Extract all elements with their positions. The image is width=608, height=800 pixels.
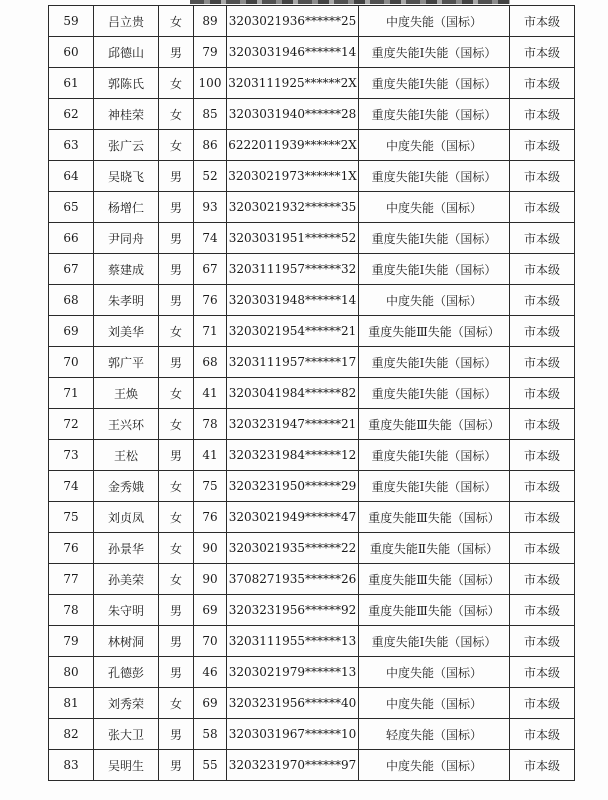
cell-number: 74 <box>49 471 94 502</box>
cell-disability-level: 中度失能（国标） <box>359 285 510 316</box>
cell-area: 市本级 <box>510 6 575 37</box>
cell-disability-level: 重度失能Ⅰ失能（国标） <box>359 161 510 192</box>
cell-area: 市本级 <box>510 719 575 750</box>
cell-disability-level: 重度失能Ⅲ失能（国标） <box>359 502 510 533</box>
cell-disability-level: 重度失能Ⅰ失能（国标） <box>359 99 510 130</box>
cell-disability-level: 重度失能Ⅰ失能（国标） <box>359 440 510 471</box>
cell-number: 61 <box>49 68 94 99</box>
cell-id-number: 3203111957******17 <box>227 347 359 378</box>
cell-number: 79 <box>49 626 94 657</box>
cell-number: 78 <box>49 595 94 626</box>
cell-disability-level: 中度失能（国标） <box>359 6 510 37</box>
cell-id-number: 3203231984******12 <box>227 440 359 471</box>
cell-disability-level: 重度失能Ⅰ失能（国标） <box>359 37 510 68</box>
table-row <box>49 161 575 192</box>
cell-sex: 男 <box>159 285 194 316</box>
cell-name: 孙景华 <box>94 533 159 564</box>
cell-name: 刘贞凤 <box>94 502 159 533</box>
table-row <box>49 285 575 316</box>
table-row <box>49 223 575 254</box>
cell-disability-level: 中度失能（国标） <box>359 192 510 223</box>
cell-sex: 女 <box>159 316 194 347</box>
cell-name: 刘秀荣 <box>94 688 159 719</box>
cell-sex: 女 <box>159 409 194 440</box>
cell-sex: 男 <box>159 37 194 68</box>
cell-age: 46 <box>194 657 227 688</box>
cell-sex: 男 <box>159 719 194 750</box>
table-row <box>49 37 575 68</box>
cell-age: 74 <box>194 223 227 254</box>
table-row <box>49 378 575 409</box>
cell-age: 41 <box>194 378 227 409</box>
cell-id-number: 3708271935******26 <box>227 564 359 595</box>
cell-sex: 男 <box>159 657 194 688</box>
cell-age: 90 <box>194 564 227 595</box>
cell-age: 75 <box>194 471 227 502</box>
cell-age: 70 <box>194 626 227 657</box>
cell-number: 82 <box>49 719 94 750</box>
cell-age: 69 <box>194 595 227 626</box>
cell-id-number: 3203231956******92 <box>227 595 359 626</box>
table-row <box>49 595 575 626</box>
cell-id-number: 3203031951******52 <box>227 223 359 254</box>
cell-age: 85 <box>194 99 227 130</box>
cell-id-number: 3203031967******10 <box>227 719 359 750</box>
cut-off-header-strip <box>190 0 510 4</box>
cell-name: 杨增仁 <box>94 192 159 223</box>
records-table <box>48 5 575 781</box>
cell-area: 市本级 <box>510 192 575 223</box>
cell-id-number: 3203021936******25 <box>227 6 359 37</box>
cell-sex: 男 <box>159 595 194 626</box>
cell-number: 69 <box>49 316 94 347</box>
cell-sex: 男 <box>159 347 194 378</box>
table-row <box>49 657 575 688</box>
table-row <box>49 626 575 657</box>
cell-number: 83 <box>49 750 94 781</box>
cell-disability-level: 重度失能Ⅱ失能（国标） <box>359 533 510 564</box>
cell-disability-level: 轻度失能（国标） <box>359 719 510 750</box>
cell-sex: 男 <box>159 440 194 471</box>
table-row <box>49 6 575 37</box>
cell-age: 78 <box>194 409 227 440</box>
cell-sex: 女 <box>159 688 194 719</box>
cell-sex: 男 <box>159 750 194 781</box>
cell-id-number: 3203031940******28 <box>227 99 359 130</box>
cell-sex: 女 <box>159 564 194 595</box>
cell-area: 市本级 <box>510 316 575 347</box>
table-row <box>49 502 575 533</box>
table-row <box>49 130 575 161</box>
cell-number: 65 <box>49 192 94 223</box>
cell-area: 市本级 <box>510 688 575 719</box>
table-row <box>49 688 575 719</box>
cell-id-number: 3203031948******14 <box>227 285 359 316</box>
cell-id-number: 3203111925******2X <box>227 68 359 99</box>
cell-number: 67 <box>49 254 94 285</box>
cell-sex: 女 <box>159 68 194 99</box>
cell-disability-level: 重度失能Ⅰ失能（国标） <box>359 223 510 254</box>
cell-disability-level: 重度失能Ⅲ失能（国标） <box>359 564 510 595</box>
table-row <box>49 409 575 440</box>
cell-number: 73 <box>49 440 94 471</box>
table-row <box>49 316 575 347</box>
cell-name: 林树洞 <box>94 626 159 657</box>
cell-number: 63 <box>49 130 94 161</box>
cell-area: 市本级 <box>510 37 575 68</box>
cell-area: 市本级 <box>510 254 575 285</box>
records-table-body <box>49 6 575 781</box>
cell-name: 金秀娥 <box>94 471 159 502</box>
cell-area: 市本级 <box>510 502 575 533</box>
cell-id-number: 6222011939******2X <box>227 130 359 161</box>
cell-area: 市本级 <box>510 440 575 471</box>
cell-number: 66 <box>49 223 94 254</box>
cell-disability-level: 重度失能Ⅰ失能（国标） <box>359 626 510 657</box>
cell-age: 58 <box>194 719 227 750</box>
table-row <box>49 533 575 564</box>
cell-name: 邱德山 <box>94 37 159 68</box>
cell-number: 60 <box>49 37 94 68</box>
cell-id-number: 3203231956******40 <box>227 688 359 719</box>
cell-age: 100 <box>194 68 227 99</box>
cell-name: 吴晓飞 <box>94 161 159 192</box>
cell-id-number: 3203021954******21 <box>227 316 359 347</box>
cell-disability-level: 重度失能Ⅲ失能（国标） <box>359 409 510 440</box>
cell-number: 76 <box>49 533 94 564</box>
cell-area: 市本级 <box>510 657 575 688</box>
cell-name: 郭陈氏 <box>94 68 159 99</box>
cell-area: 市本级 <box>510 626 575 657</box>
cell-id-number: 3203021935******22 <box>227 533 359 564</box>
cell-age: 71 <box>194 316 227 347</box>
cell-number: 80 <box>49 657 94 688</box>
cell-name: 郭广平 <box>94 347 159 378</box>
cell-disability-level: 重度失能Ⅰ失能（国标） <box>359 254 510 285</box>
table-row <box>49 68 575 99</box>
cell-id-number: 3203021932******35 <box>227 192 359 223</box>
cell-name: 王焕 <box>94 378 159 409</box>
cell-sex: 女 <box>159 378 194 409</box>
cell-name: 吕立贵 <box>94 6 159 37</box>
cell-sex: 女 <box>159 471 194 502</box>
cell-age: 89 <box>194 6 227 37</box>
cell-name: 张广云 <box>94 130 159 161</box>
cell-age: 76 <box>194 285 227 316</box>
cell-id-number: 3203021973******1X <box>227 161 359 192</box>
cell-sex: 男 <box>159 192 194 223</box>
cell-number: 62 <box>49 99 94 130</box>
cell-name: 孔德彭 <box>94 657 159 688</box>
cell-number: 59 <box>49 6 94 37</box>
cell-name: 张大卫 <box>94 719 159 750</box>
table-row <box>49 440 575 471</box>
cell-area: 市本级 <box>510 378 575 409</box>
cell-sex: 女 <box>159 533 194 564</box>
cell-disability-level: 重度失能Ⅰ失能（国标） <box>359 68 510 99</box>
cell-number: 81 <box>49 688 94 719</box>
cell-number: 70 <box>49 347 94 378</box>
cell-area: 市本级 <box>510 347 575 378</box>
cell-number: 77 <box>49 564 94 595</box>
cell-sex: 女 <box>159 99 194 130</box>
cell-age: 52 <box>194 161 227 192</box>
cell-disability-level: 中度失能（国标） <box>359 130 510 161</box>
cell-id-number: 3203231950******29 <box>227 471 359 502</box>
cell-area: 市本级 <box>510 533 575 564</box>
cell-age: 41 <box>194 440 227 471</box>
table-row <box>49 99 575 130</box>
cell-number: 72 <box>49 409 94 440</box>
cell-disability-level: 重度失能Ⅰ失能（国标） <box>359 347 510 378</box>
cell-name: 孙美荣 <box>94 564 159 595</box>
cell-area: 市本级 <box>510 130 575 161</box>
cell-disability-level: 重度失能Ⅰ失能（国标） <box>359 378 510 409</box>
cell-age: 86 <box>194 130 227 161</box>
cell-sex: 女 <box>159 6 194 37</box>
cell-name: 朱守明 <box>94 595 159 626</box>
cell-id-number: 3203041984******82 <box>227 378 359 409</box>
cell-area: 市本级 <box>510 409 575 440</box>
cell-area: 市本级 <box>510 750 575 781</box>
cell-sex: 女 <box>159 502 194 533</box>
cell-name: 王松 <box>94 440 159 471</box>
cell-age: 67 <box>194 254 227 285</box>
cell-age: 79 <box>194 37 227 68</box>
cell-area: 市本级 <box>510 161 575 192</box>
cell-disability-level: 重度失能Ⅲ失能（国标） <box>359 316 510 347</box>
cell-number: 68 <box>49 285 94 316</box>
cell-sex: 男 <box>159 626 194 657</box>
cell-name: 吴明生 <box>94 750 159 781</box>
cell-sex: 女 <box>159 130 194 161</box>
cell-area: 市本级 <box>510 285 575 316</box>
cell-age: 68 <box>194 347 227 378</box>
cell-area: 市本级 <box>510 564 575 595</box>
cell-number: 64 <box>49 161 94 192</box>
cell-disability-level: 重度失能Ⅲ失能（国标） <box>359 595 510 626</box>
cell-area: 市本级 <box>510 595 575 626</box>
cell-area: 市本级 <box>510 223 575 254</box>
table-row <box>49 471 575 502</box>
cell-id-number: 3203031946******14 <box>227 37 359 68</box>
table-row <box>49 347 575 378</box>
cell-age: 55 <box>194 750 227 781</box>
cell-name: 王兴环 <box>94 409 159 440</box>
cell-id-number: 3203111957******32 <box>227 254 359 285</box>
cell-area: 市本级 <box>510 471 575 502</box>
table-row <box>49 719 575 750</box>
cell-name: 蔡建成 <box>94 254 159 285</box>
cell-name: 刘美华 <box>94 316 159 347</box>
cell-disability-level: 中度失能（国标） <box>359 657 510 688</box>
cell-age: 93 <box>194 192 227 223</box>
cell-id-number: 3203231970******97 <box>227 750 359 781</box>
cell-area: 市本级 <box>510 99 575 130</box>
cell-number: 75 <box>49 502 94 533</box>
table-row <box>49 254 575 285</box>
cell-age: 90 <box>194 533 227 564</box>
cell-disability-level: 重度失能Ⅰ失能（国标） <box>359 471 510 502</box>
cell-name: 尹同舟 <box>94 223 159 254</box>
table-row <box>49 564 575 595</box>
cell-area: 市本级 <box>510 68 575 99</box>
cell-disability-level: 中度失能（国标） <box>359 750 510 781</box>
cell-disability-level: 中度失能（国标） <box>359 688 510 719</box>
cell-id-number: 3203111955******13 <box>227 626 359 657</box>
cell-sex: 男 <box>159 161 194 192</box>
cell-name: 朱孝明 <box>94 285 159 316</box>
cell-name: 神桂荣 <box>94 99 159 130</box>
cell-number: 71 <box>49 378 94 409</box>
cell-id-number: 3203021979******13 <box>227 657 359 688</box>
table-row <box>49 192 575 223</box>
cell-id-number: 3203021949******47 <box>227 502 359 533</box>
table-row <box>49 750 575 781</box>
cell-sex: 男 <box>159 223 194 254</box>
cell-age: 69 <box>194 688 227 719</box>
cell-age: 76 <box>194 502 227 533</box>
cell-id-number: 3203231947******21 <box>227 409 359 440</box>
cell-sex: 男 <box>159 254 194 285</box>
